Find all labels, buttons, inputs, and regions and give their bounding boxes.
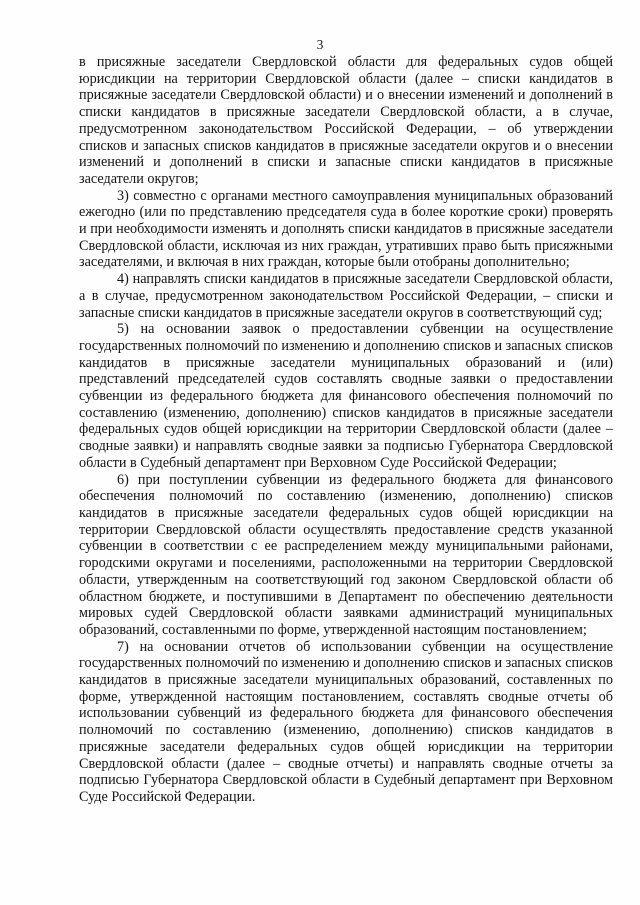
paragraph-continuation: в присяжные заседатели Свердловской области для федеральных судов общей юрисдикции на территории Свердловской области (далее – списки кандидатов в присяжные заседатели Свердловской области) и о внесении изменений и дополнений в списки кандидатов в присяжные заседатели Свердловской области, а в случае, предусмотренном законодательством Российской Федерации, – об утверждении списков и запасных списков кандидатов в присяжные заседатели округов и о внесении изменений и дополнений в списки и запасные списки кандидатов в присяжные заседатели округов; — [79, 54, 613, 187]
paragraph-item-4: 4) направлять списки кандидатов в присяжные заседатели Свердловской области, а в случае, предусмотренном законодательством Российской Федерации, – списки и запасные списки кандидатов в присяжные заседатели округов в соответствующий суд; — [79, 271, 613, 321]
document-body — [79, 54, 613, 806]
paragraph-item-5: 5) на основании заявок о предоставлении субвенции на осуществление государственных полномочий по изменению и дополнению списков и запасных списков кандидатов в присяжные заседатели муниципальных образований и (или) представлений председателей судов составлять сводные заявки о предоставлении субвенции из федерального бюджета для финансового обеспечения полномочий по составлению (изменению, дополнению) списков кандидатов в присяжные заседатели федеральных судов общей юрисдикции на территории Свердловской области (далее – сводные заявки) и направлять сводные заявки за подписью Губернатора Свердловской области в Судебный департамент при Верховном Суде Российской Федерации; — [79, 321, 613, 471]
paragraph-item-6: 6) при поступлении субвенции из федерального бюджета для финансового обеспечения полномочий по составлению (изменению, дополнению) списков кандидатов в присяжные заседатели федеральных судов общей юрисдикции на территории Свердловской области осуществлять предоставление средств указанной субвенции в соответствии с ее распределением между муниципальными районами, городскими округами и поселениями, расположенными на территории Свердловской области, утвержденным на соответствующий год законом Свердловской области об областном бюджете, и поступившими в Департамент по обеспечению деятельности мировых судей Свердловской области заявками администраций муниципальных образований, составленными по форме, утвержденной настоящим постановлением; — [79, 471, 613, 638]
page-number: 3 — [316, 37, 324, 52]
paragraph-item-7: 7) на основании отчетов об использовании субвенции на осуществление государственных полномочий по изменению и дополнению списков и запасных списков кандидатов в присяжные заседатели муниципальных образований, составленных по форме, утвержденной настоящим постановлением, составлять сводные отчеты об использовании субвенций из федерального бюджета для финансового обеспечения полномочий по составлению (изменению, дополнению) списков кандидатов в присяжные заседатели федеральных судов общей юрисдикции на территории Свердловской области (далее – сводные отчеты) и направлять сводные отчеты за подписью Губернатора Свердловской области в Судебный департамент при Верховном Суде Российской Федерации. — [79, 638, 613, 805]
paragraph-item-3: 3) совместно с органами местного самоуправления муниципальных образований ежегодно (или по представлению председателя суда в более короткие сроки) проверять и при необходимости изменять и дополнять списки кандидатов в присяжные заседатели Свердловской области, исключая из них граждан, утративших право быть присяжными заседателями, и включая в них граждан, которые были отобраны дополнительно; — [79, 187, 613, 271]
